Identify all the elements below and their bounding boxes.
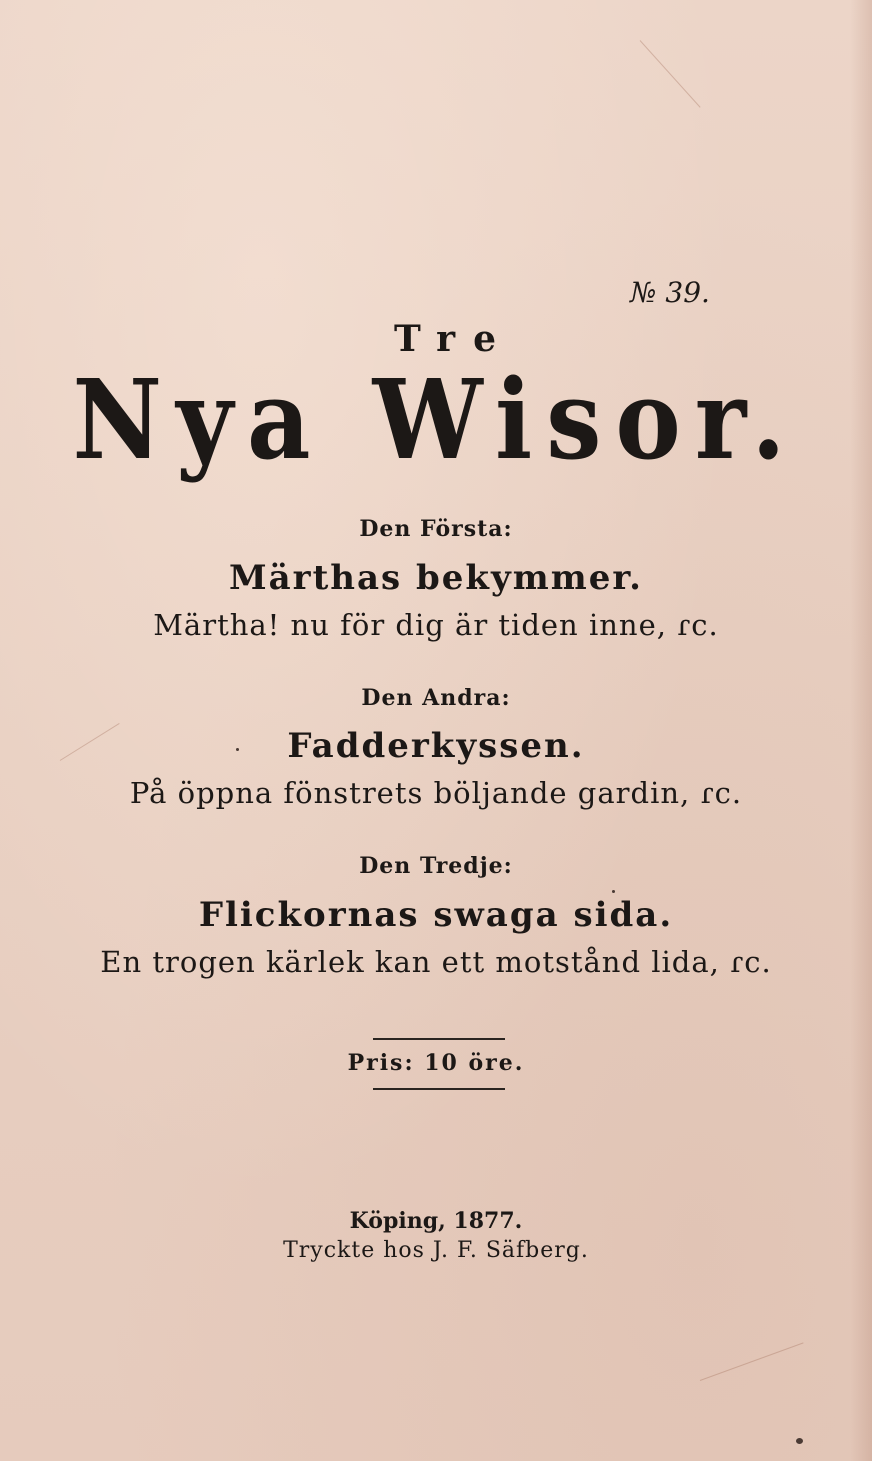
- paper-crease: [640, 40, 701, 108]
- ink-speck: [796, 1438, 803, 1444]
- ink-speck: [612, 890, 615, 893]
- issue-number: № 39.: [630, 276, 710, 309]
- song-1-label: Den Första:: [359, 516, 513, 542]
- song-2-title: Fadderkyssen.: [287, 726, 585, 766]
- title-prefix: Tre: [393, 318, 515, 360]
- rule-top: [373, 1038, 505, 1040]
- song-3-first-line: En trogen kärlek kan ett motstånd lida, ɾc.: [100, 945, 772, 979]
- song-2-label: Den Andra:: [361, 685, 511, 711]
- paper-crease: [700, 1342, 804, 1381]
- song-3-label: Den Tredje:: [359, 853, 513, 879]
- song-3-title: Flickornas swaga sida.: [198, 895, 674, 935]
- song-1-title: Märthas bekymmer.: [229, 558, 643, 598]
- main-title: Nya Wisor.: [72, 356, 800, 485]
- imprint-printer: Tryckte hos J. F. Säfberg.: [283, 1238, 589, 1263]
- song-2-first-line: På öppna fönstrets böljande gardin, ɾc.: [129, 776, 743, 810]
- imprint-place-year: Köping, 1877.: [349, 1208, 523, 1234]
- rule-bottom: [373, 1088, 505, 1090]
- song-1-first-line: Märtha! nu för dig är tiden inne, ɾc.: [153, 608, 719, 642]
- price: Pris: 10 öre.: [347, 1050, 525, 1076]
